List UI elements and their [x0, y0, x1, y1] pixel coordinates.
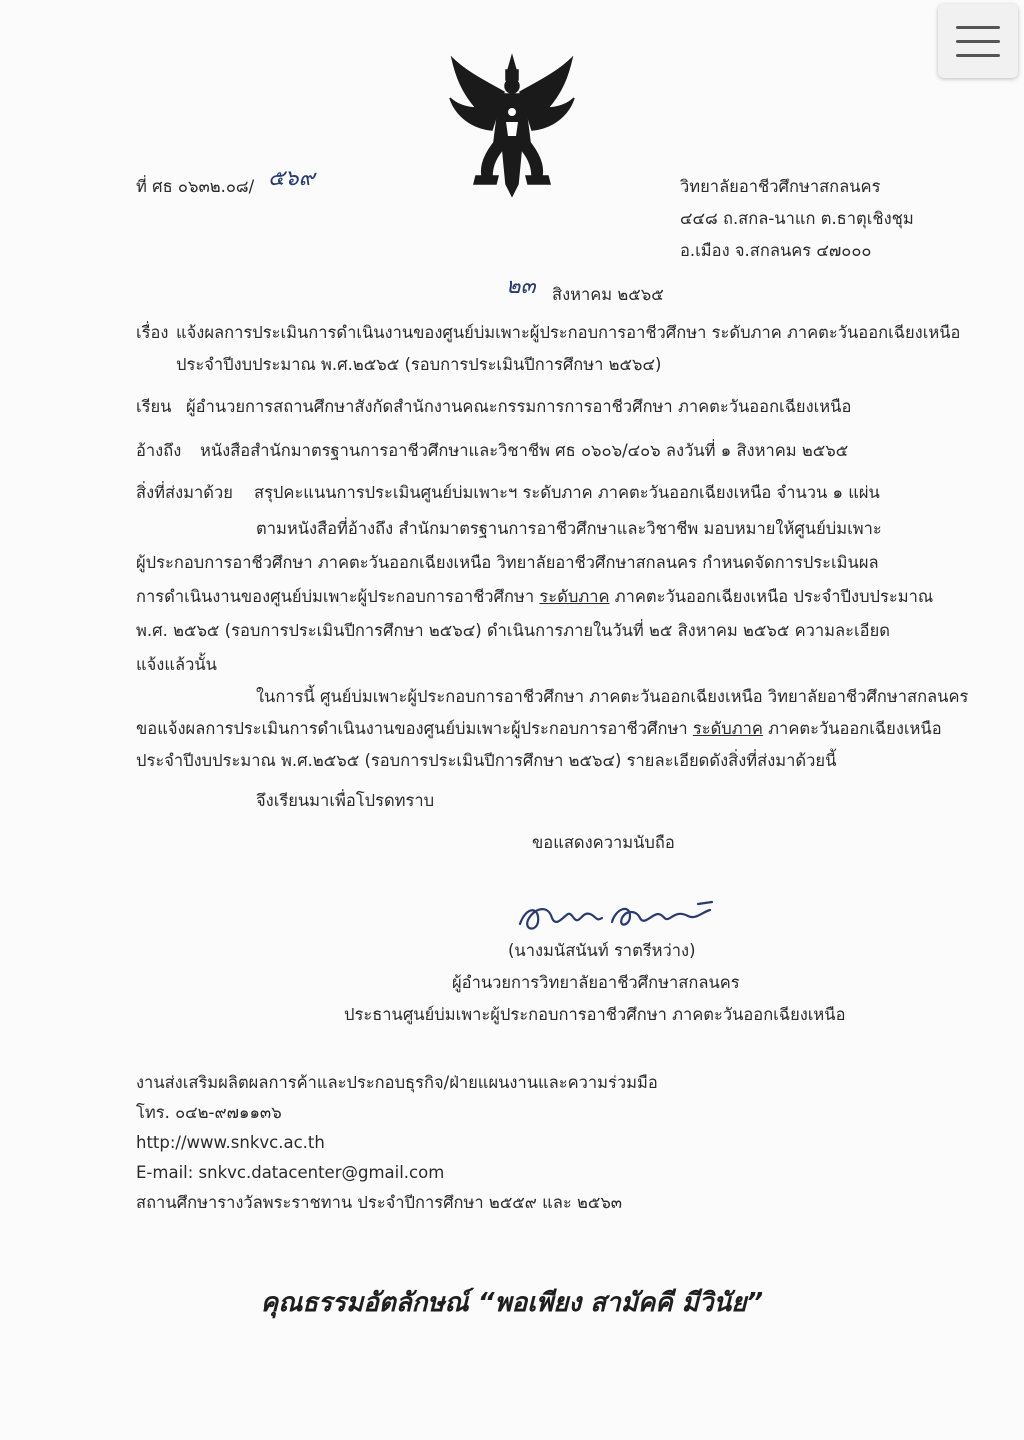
signature-icon: [512, 888, 742, 948]
contact-email[interactable]: E-mail: snkvc.datacenter@gmail.com: [136, 1163, 445, 1182]
contact-department: งานส่งเสริมผลิตผลการค้าและประกอบธุรกิจ/ฝ่ายแผนงานและความร่วมมือ: [136, 1073, 658, 1092]
reference-number-handwritten: ๕๖๙: [268, 166, 315, 191]
underlined-regional-level: ระดับภาค: [539, 587, 610, 606]
body-paragraph-line: [136, 718, 942, 740]
date-day-handwritten: ๒๓: [506, 274, 536, 299]
subject-label: เรื่อง: [136, 323, 169, 342]
body-paragraph-line: [136, 586, 933, 608]
contact-website[interactable]: http://www.snkvc.ac.th: [136, 1133, 325, 1152]
garuda-emblem-icon: [446, 52, 578, 200]
subject-line: ประจำปีงบประมาณ พ.ศ.๒๕๖๕ (รอบการประเมินปีการศึกษา ๒๕๖๔): [176, 355, 662, 374]
body-text-segment: การดำเนินงานของศูนย์บ่มเพาะผู้ประกอบการอาชีวศึกษา: [136, 587, 540, 606]
menu-button[interactable]: [938, 4, 1018, 78]
signatory-name: (นางมนัสนันท์ ราตรีหว่าง): [508, 941, 696, 960]
underlined-regional-level: ระดับภาค: [692, 719, 763, 738]
signatory-position: ผู้อำนวยการวิทยาลัยอาชีวศึกษาสกลนคร: [452, 973, 740, 992]
enclosure-label: สิ่งที่ส่งมาด้วย: [136, 483, 233, 502]
date-month-year: สิงหาคม ๒๕๖๕: [552, 285, 664, 304]
enclosure-text: สรุปคะแนนการประเมินศูนย์บ่มเพาะฯ ระดับภาค ภาคตะวันออกเฉียงเหนือ จำนวน ๑ แผ่น: [254, 483, 880, 502]
closing-request: จึงเรียนมาเพื่อโปรดทราบ: [256, 791, 435, 810]
regards: ขอแสดงความนับถือ: [532, 833, 675, 852]
body-paragraph-line: ในการนี้ ศูนย์บ่มเพาะผู้ประกอบการอาชีวศึกษา ภาคตะวันออกเฉียงเหนือ วิทยาลัยอาชีวศึกษาสกลนคร: [256, 687, 969, 706]
body-paragraph-line: ประจำปีงบประมาณ พ.ศ.๒๕๖๕ (รอบการประเมินปีการศึกษา ๒๕๖๔) รายละเอียดดังสิ่งที่ส่งมาด้วยนี้: [136, 751, 837, 770]
body-text-segment: ภาคตะวันออกเฉียงเหนือ: [762, 719, 942, 738]
body-paragraph-line: พ.ศ. ๒๕๖๕ (รอบการประเมินปีการศึกษา ๒๕๖๔) ดำเนินการภายในวันที่ ๒๕ สิงหาคม ๒๕๖๕ ความละเอียด: [136, 621, 890, 640]
org-name: วิทยาลัยอาชีวศึกษาสกลนคร: [680, 177, 881, 196]
body-paragraph-line: แจ้งแล้วนั้น: [136, 655, 217, 674]
reference-text: หนังสือสำนักมาตรฐานการอาชีวศึกษาและวิชาชีพ ศธ ๐๖๐๖/๔๐๖ ลงวันที่ ๑ สิงหาคม ๒๕๖๕: [200, 441, 849, 460]
contact-award: สถานศึกษารางวัลพระราชทาน ประจำปีการศึกษา ๒๕๕๙ และ ๒๕๖๓: [136, 1193, 623, 1212]
signatory-position: ประธานศูนย์บ่มเพาะผู้ประกอบการอาชีวศึกษา ภาคตะวันออกเฉียงเหนือ: [344, 1005, 846, 1024]
reference-number-label: ที่ ศธ ๐๖๓๒.๐๘/: [136, 177, 255, 196]
body-paragraph-line: ผู้ประกอบการอาชีวศึกษา ภาคตะวันออกเฉียงเหนือ วิทยาลัยอาชีวศึกษาสกลนคร กำหนดจัดการประเมินผล: [136, 553, 879, 572]
org-address-line: อ.เมือง จ.สกลนคร ๔๗๐๐๐: [680, 241, 872, 260]
reference-label: อ้างถึง: [136, 441, 182, 460]
body-text-segment: ขอแจ้งผลการประเมินการดำเนินงานของศูนย์บ่มเพาะผู้ประกอบการอาชีวศึกษา: [136, 719, 693, 738]
body-text-segment: ภาคตะวันออกเฉียงเหนือ ประจำปีงบประมาณ: [609, 587, 934, 606]
recipient-label: เรียน: [136, 397, 172, 416]
hamburger-menu-icon-bar: [956, 40, 1000, 43]
hamburger-menu-icon-bar: [956, 54, 1000, 57]
recipient-text: ผู้อำนวยการสถานศึกษาสังกัดสำนักงานคณะกรรมการการอาชีวศึกษา ภาคตะวันออกเฉียงเหนือ: [186, 397, 852, 416]
subject-line: แจ้งผลการประเมินการดำเนินงานของศูนย์บ่มเพาะผู้ประกอบการอาชีวศึกษา ระดับภาค ภาคตะวันออกเฉียงเหนือ: [176, 323, 961, 342]
hamburger-menu-icon: [956, 26, 1000, 29]
body-paragraph-line: ตามหนังสือที่อ้างถึง สำนักมาตรฐานการอาชีวศึกษาและวิชาชีพ มอบหมายให้ศูนย์บ่มเพาะ: [256, 519, 882, 538]
contact-phone: โทร. ๐๔๒-๙๗๑๑๓๖: [136, 1103, 282, 1122]
org-address-line: ๔๔๘ ถ.สกล-นาแก ต.ธาตุเชิงชุม: [680, 209, 914, 228]
motto: คุณธรรมอัตลักษณ์ “พอเพียง สามัคคี มีวินัย”: [260, 1288, 764, 1318]
